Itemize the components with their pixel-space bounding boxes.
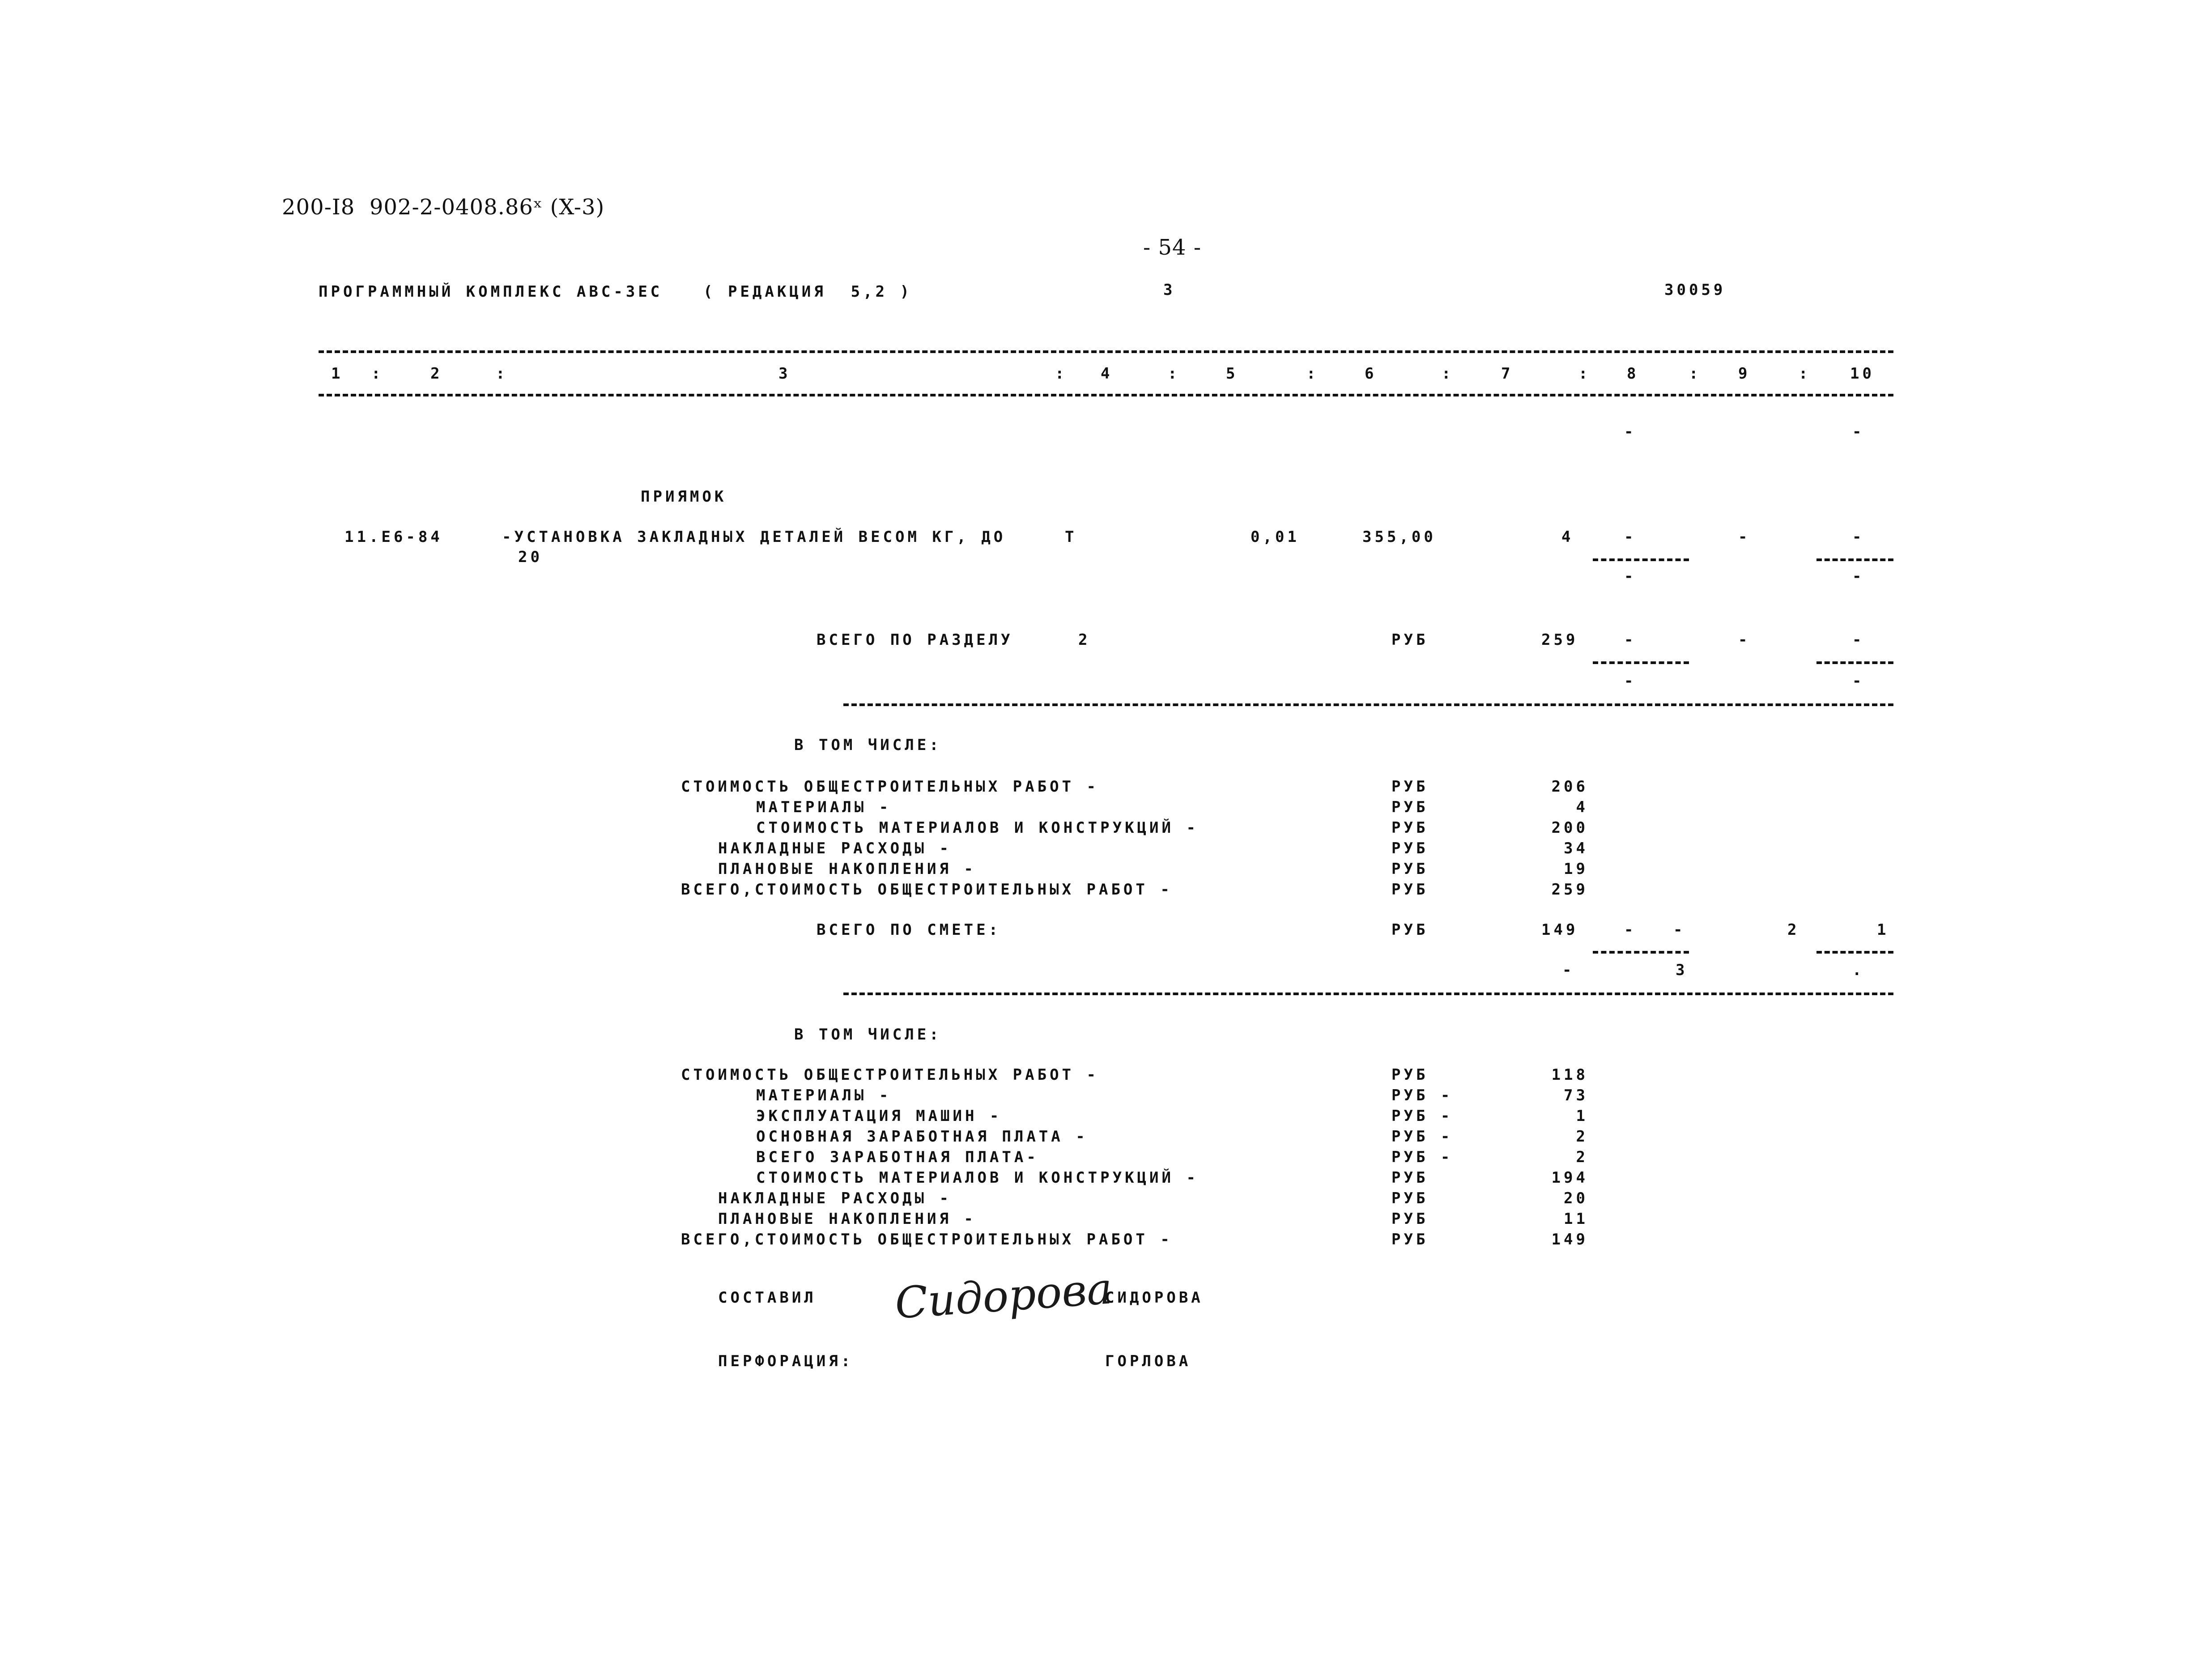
- section-total-unit: РУБ: [1391, 631, 1429, 649]
- estimate-col10: 1: [1877, 921, 1889, 939]
- column-number: 10: [1850, 365, 1875, 383]
- sheet-number: 3: [1163, 281, 1176, 299]
- item-name-continued: 20: [518, 548, 543, 566]
- item-price: 355,00: [1362, 528, 1436, 546]
- breakdown-heading: В ТОМ ЧИСЛЕ:: [794, 1026, 942, 1044]
- column-number: 8: [1627, 365, 1639, 383]
- estimate-divider: [843, 993, 1893, 995]
- table-header-rule: [319, 394, 1893, 396]
- program-edition: ( РЕДАКЦИЯ 5,2 ): [703, 283, 912, 301]
- document-reference: 200-I8 902-2-0408.86ˣ (X-3): [282, 195, 605, 220]
- section-title: ПРИЯМОК: [641, 488, 727, 506]
- column-number: 9: [1738, 365, 1751, 383]
- estimate-sub8: 3: [1676, 961, 1688, 979]
- item-total: 4: [1561, 528, 1574, 546]
- punch-name: ГОРЛОВА: [1105, 1352, 1191, 1370]
- estimate-total-unit: РУБ: [1391, 921, 1429, 939]
- compiled-by-label: СОСТАВИЛ: [718, 1289, 817, 1307]
- estimate-col9: 2: [1787, 921, 1800, 939]
- estimate-total-value: 149: [1541, 921, 1578, 939]
- column-number: 1: [331, 365, 344, 383]
- document-code: 30059: [1664, 281, 1726, 299]
- section-number: 2: [1078, 631, 1091, 649]
- section-divider: [843, 703, 1893, 706]
- punch-label: ПЕРФОРАЦИЯ:: [718, 1352, 854, 1370]
- program-title: ПРОГРАММНЫЙ КОМПЛЕКС АВС-3ЕС: [319, 283, 663, 301]
- breakdown-heading: В ТОМ ЧИСЛЕ:: [794, 736, 942, 754]
- item-unit: Т: [1065, 528, 1077, 546]
- page-number: - 54 -: [1143, 235, 1202, 260]
- table-top-rule: [319, 350, 1893, 353]
- signature: Сидорова: [893, 1263, 1114, 1329]
- item-quantity: 0,01: [1251, 528, 1300, 546]
- column-number: 6: [1365, 365, 1377, 383]
- compiled-by-name: СИДОРОВА: [1105, 1289, 1204, 1307]
- section-total-value: 259: [1541, 631, 1578, 649]
- estimate-total-label: ВСЕГО ПО СМЕТЕ:: [817, 921, 1001, 939]
- item-code: 11.Е6-84: [345, 528, 443, 546]
- column-number: 3: [778, 365, 791, 383]
- column-number: 2: [430, 365, 443, 383]
- column-number: 7: [1501, 365, 1514, 383]
- item-name: -УСТАНОВКА ЗАКЛАДНЫХ ДЕТАЛЕЙ ВЕСОМ КГ, ДО: [502, 528, 1006, 546]
- column-number: 4: [1101, 365, 1113, 383]
- section-total-label: ВСЕГО ПО РАЗДЕЛУ: [817, 631, 1013, 649]
- column-number: 5: [1226, 365, 1238, 383]
